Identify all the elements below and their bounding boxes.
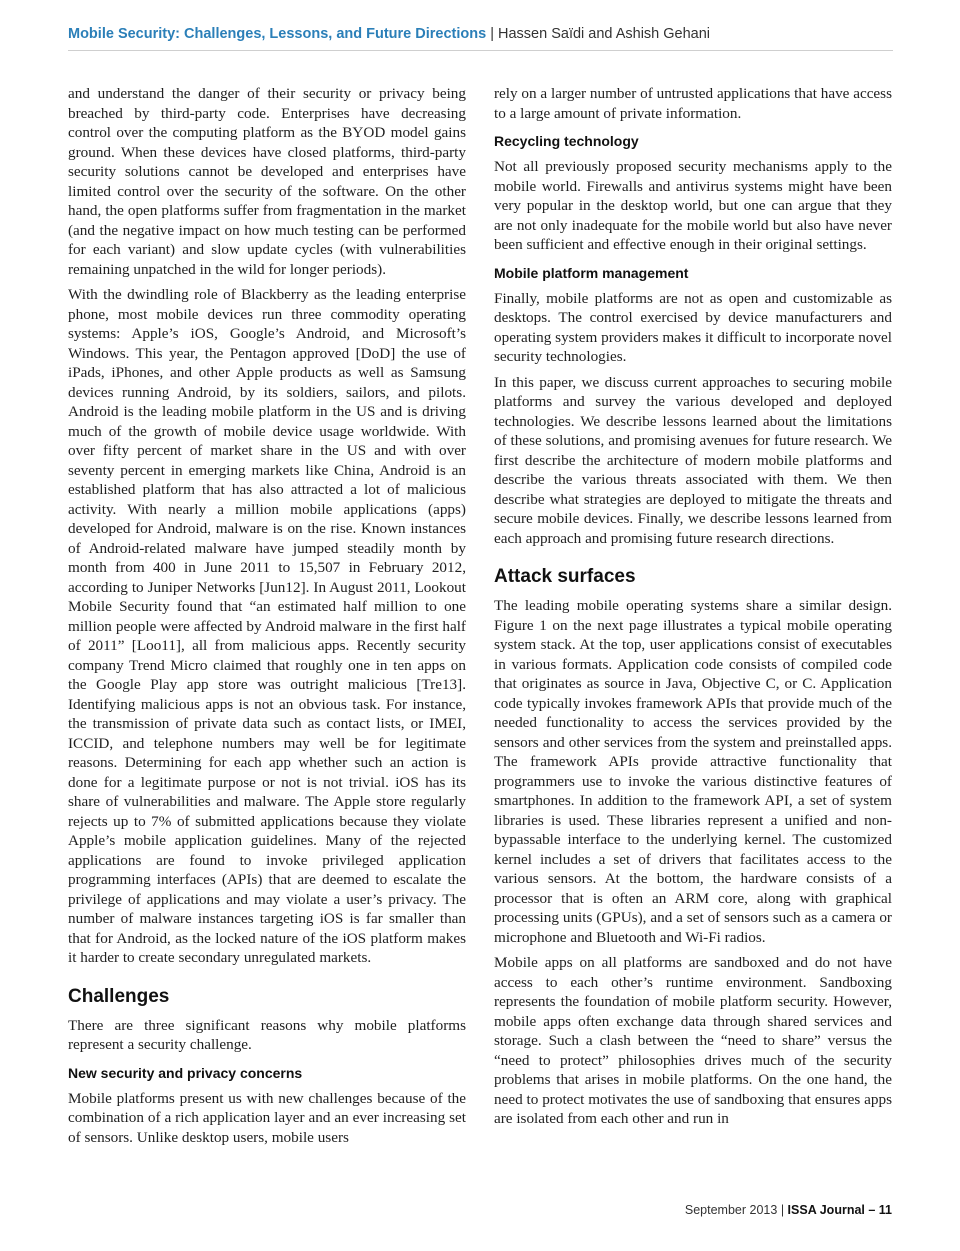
footer-separator: |: [780, 1203, 785, 1217]
right-paragraph-4: In this paper, we discuss current approaches to securing mobile platforms and survey the various developed and deployed technologies. We describe lessons learned about the limitations of these solutions, and promising avenues for future research. We first describe the architecture of modern mobile platforms and describe the various threats associated with them. We then describe what strategies are deployed to mitigate the threats and secure mobile devices. Finally, we describe lessons learned from each approach and promising future research directions.: [494, 373, 892, 547]
page-footer: [685, 1203, 892, 1217]
right-paragraph-2: Not all previously proposed security mechanisms apply to the mobile world. Firewalls and antivirus systems might have been very popular in the desktop world, but one can argue that they are not only inadequate for the mobile world but also have never been sufficient and effective enough in their original settings.: [494, 158, 892, 253]
left-paragraph-2: With the dwindling role of Blackberry as the leading enterprise phone, most mobile devices run three commodity operating systems: Apple’s iOS, Google’s Android, and Microsoft’s Windows. This year, the Pentagon approved [DoD] the use of iPads, iPhones, and other Apple products as well as Samsung devices running Android, by its soldiers, sailors, and pilots. Android is the leading mobile platform in the US and is driving much of the growth of mobile device usage worldwide. With over fifty percent of market share in the US and with over seventy percent in emerging markets like China, Android is an established platform that has also attracted a lot of malicious activity. With nearly a million mobile applications (apps) developed for Android, malware is on the rise. Known instances of Android-related malware have jumped steadily month by month from 400 in June 2011 to 15,507 in February 2012, according to Juniper Networks [Jun12]. In August 2011, Lookout Mobile Security found that “an estimated half million to one million people were affected by Android malware in the first half of 2011” [Loo11], all from malicious apps. Recently security company Trend Micro claimed that roughly one in ten apps on the Google Play app store was outright malicious [Tre13]. Identifying malicious apps is not an obvious task. For instance, the transmission of private data such as contact lists, or IMEI, ICCID, and telephone numbers may well be for legitimate reasons. Determining for each app whether such an action is done for a legitimate purpose or not is not trivial. iOS has its share of vulnerabilities and malware. The Apple store regularly rejects up to 7% of submitted applications because they violate Apple’s mobile application guidelines. Many of the rejected applications are found to invoke privileged application programming interfaces (APIs) that are deemed to escalate the privilege of applications and may violate a user’s privacy. The number of malware instances targeting iOS is far smaller than that for Android, as the locked nature of the iOS platform makes it harder to create secondary unregulated markets.: [68, 286, 466, 966]
left-paragraph-4: Mobile platforms present us with new challenges because of the combination of a rich application layer and an ever increasing set of sensors. Unlike desktop users, mobile users: [68, 1089, 466, 1146]
right-column: [494, 84, 892, 1135]
header-rule: [68, 50, 893, 51]
heading-challenges: Challenges: [68, 985, 170, 1007]
left-paragraph-3: There are three significant reasons why mobile platforms represent a security challenge.: [68, 1016, 466, 1053]
right-paragraph-3: Finally, mobile platforms are not as open and customizable as desktops. The control exercised by device manufacturers and operating system providers makes it difficult to incorporate novel security technologies.: [494, 289, 892, 365]
header-separator: |: [490, 26, 494, 42]
right-paragraph-6: Mobile apps on all platforms are sandboxed and do not have access to each other’s runtime environment. Sandboxing represents the foundation of mobile platform security. However, mobile apps often exchange data through shared services and storage. Such a clash between the “need to share” versus the “need to protect” philosophies drives much of the security problems that arises in mobile platforms. On the one hand, the need to protect motivates the use of sandboxing that ensures apps are isolated from each other and run in: [494, 954, 892, 1127]
heading-new-security: New security and privacy concerns: [68, 1064, 303, 1081]
left-paragraph-1: and understand the danger of their security or privacy being breached by third-party code. Enterprises have decreasing control over the computing platform as the BYOD model gains ground. When these devices have closed platforms, third-party security solutions cannot be developed and enterprises have limited control over the security of the software. On the other hand, the open platforms suffer from fragmentation in the market (and the negative impact on how much testing can be performed for each variant) and slow update cycles (with vulnerabilities remaining unpatched in the wild for longer periods).: [68, 85, 466, 278]
right-paragraph-1: rely on a larger number of untrusted applications that have access to a large amount of private information.: [494, 85, 892, 122]
right-paragraph-5: The leading mobile operating systems share a similar design. Figure 1 on the next page illustrates a typical mobile operating system stack. At the top, user applications consist of executables in various formats. Application code consists of compiled code that originates as source in Java, Objective C, or C. Application code typically invokes framework APIs that provide much of the needed functionality to access the services provided by the sensors and other services from the system and preinstalled apps. The framework APIs provide attractive functionality that programmers use to invoke the various distinctive features of smartphones. In addition to the framework API, a set of system libraries is used. These libraries represent a unified and non-bypassable interface to the underlying kernel. The customized kernel includes a set of drivers that facilitates access to the various sensors. At the bottom, the hardware consists of a processor that is often an ARM core, along with graphical processing units (GPUs), and a set of sensors such as a camera or microphone and Bluetooth and Wi-Fi radios.: [494, 597, 892, 946]
heading-platform-management: Mobile platform management: [494, 264, 689, 281]
running-header: [68, 26, 893, 42]
footer-journal: ISSA Journal – 11: [787, 1203, 892, 1217]
heading-recycling: Recycling technology: [494, 133, 639, 149]
header-authors: Hassen Saïdi and Ashish Gehani: [498, 26, 711, 42]
left-column: [68, 84, 466, 1153]
header-title: Mobile Security: Challenges, Lessons, and Future Directions: [68, 26, 487, 42]
heading-attack-surfaces: Attack surfaces: [494, 566, 636, 587]
footer-date: September 2013: [684, 1203, 778, 1217]
